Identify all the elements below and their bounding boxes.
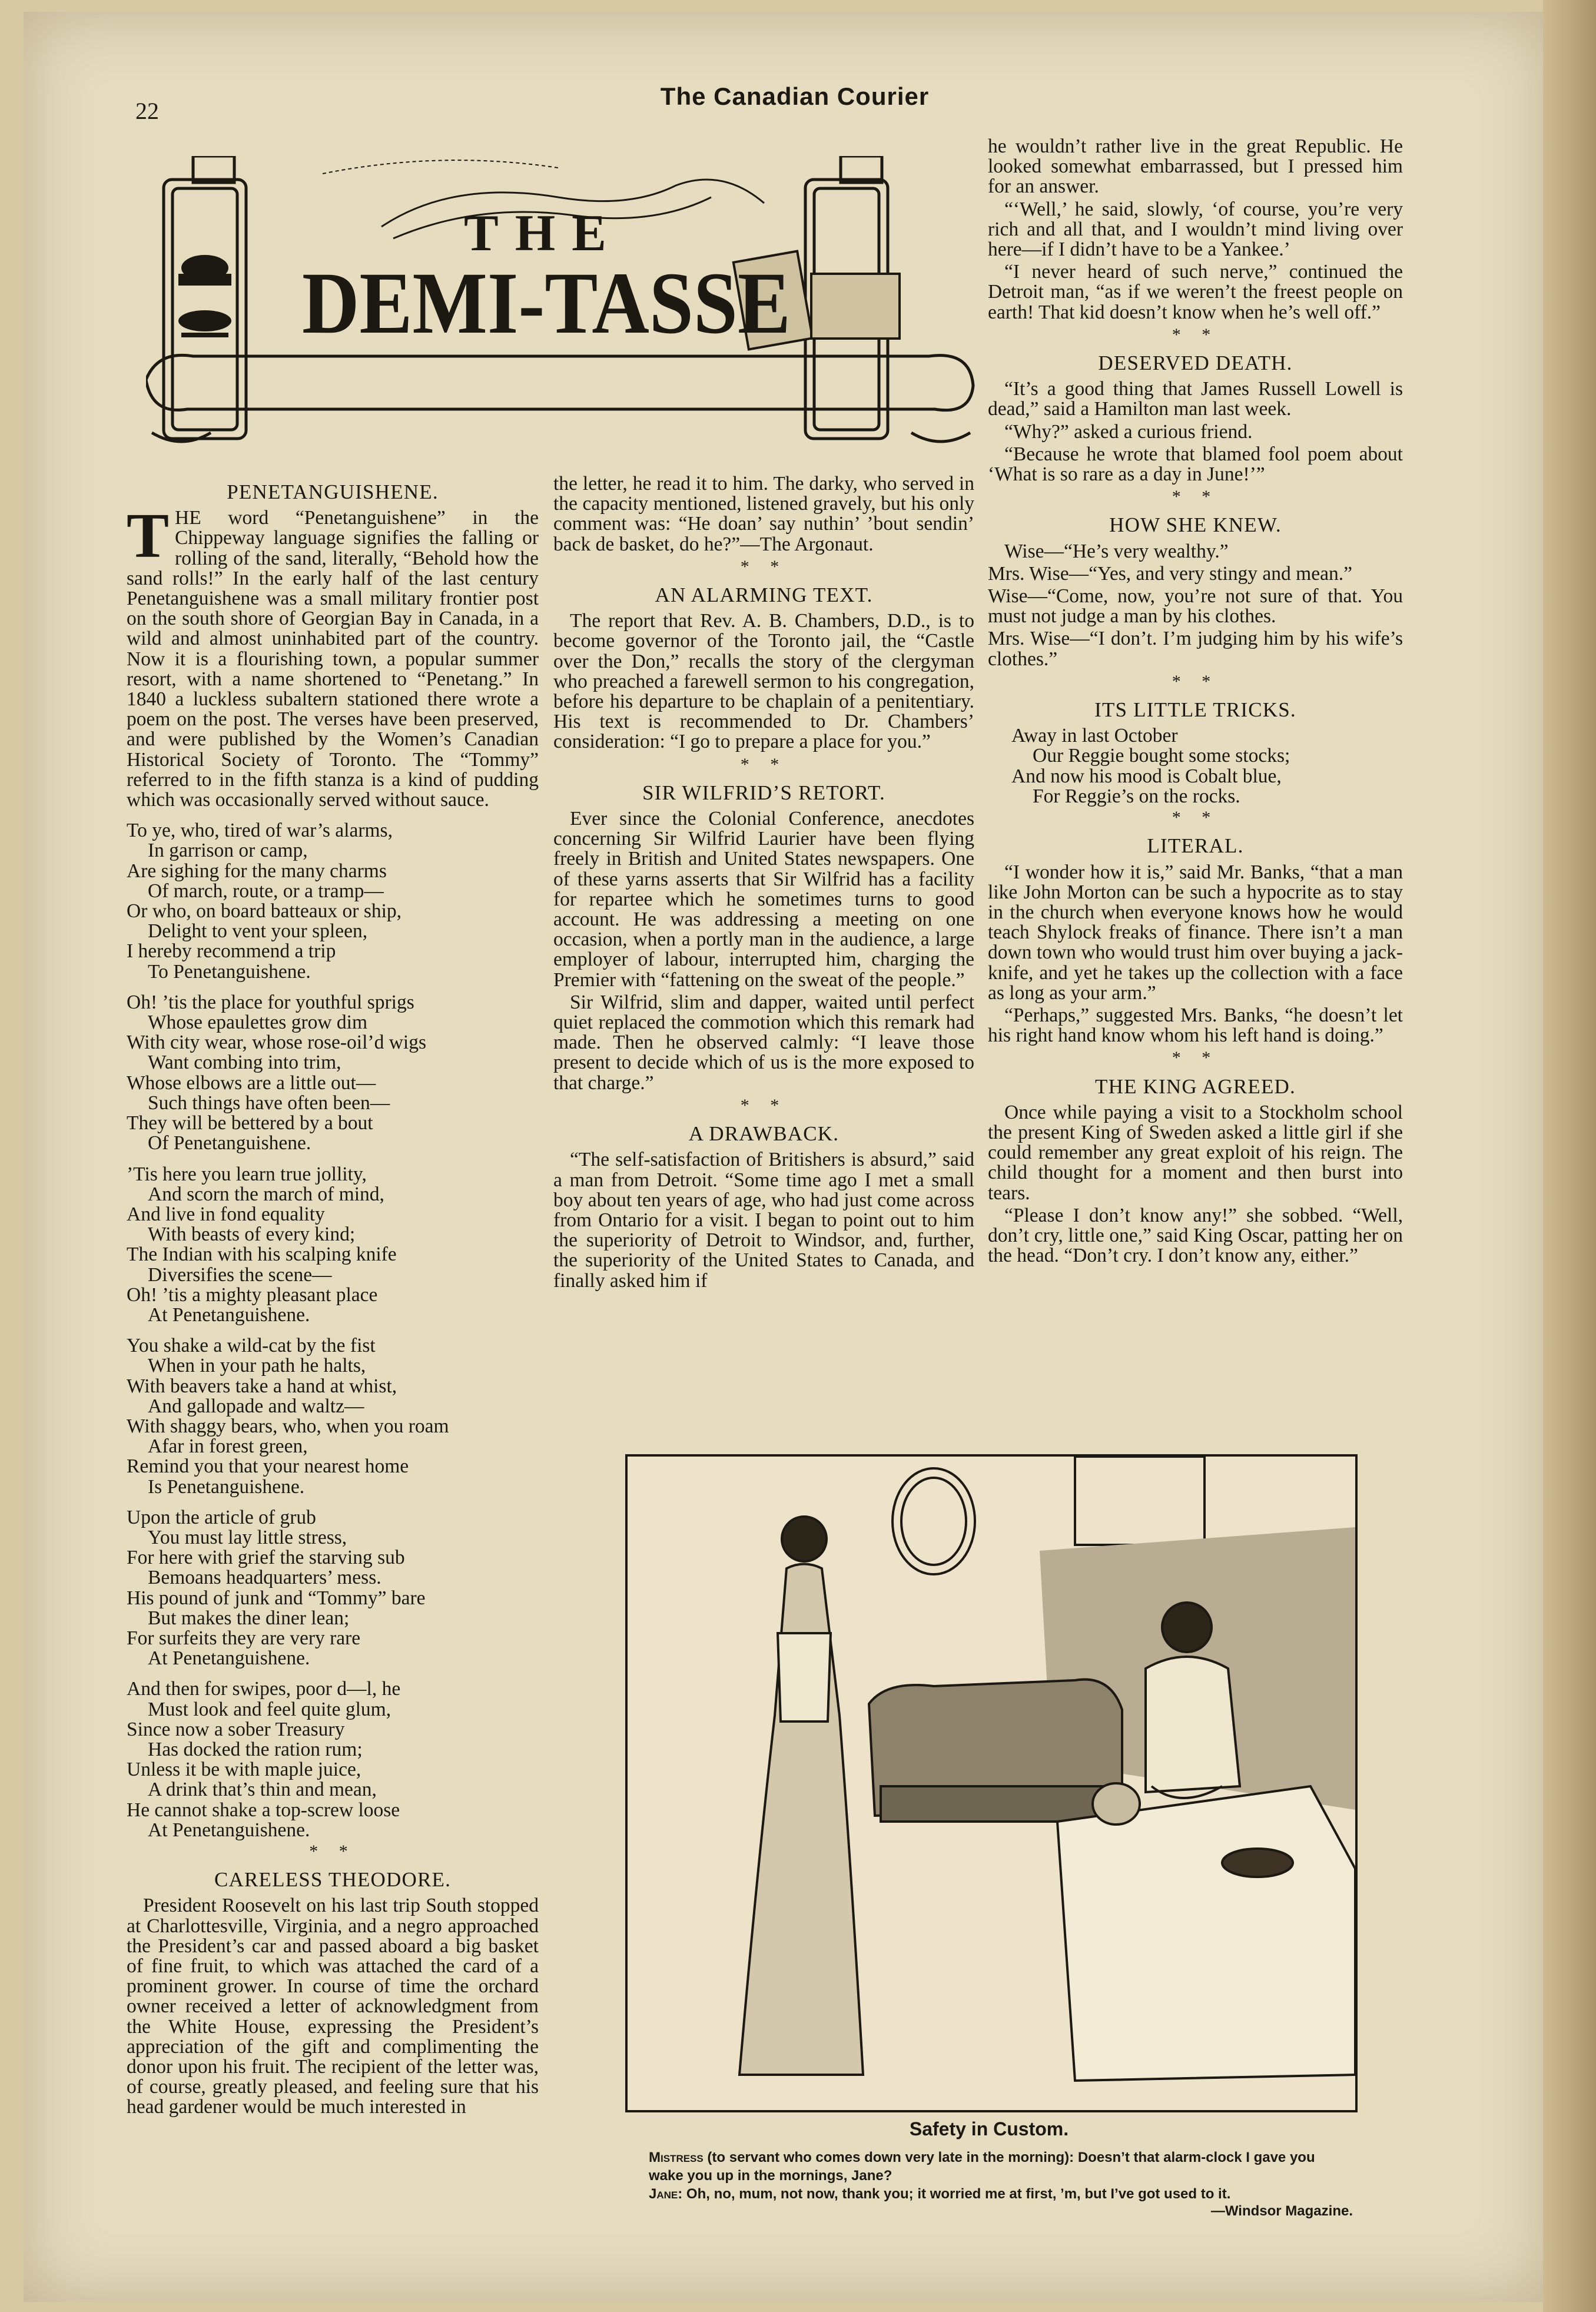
poem-line: With beavers take a hand at whist, — [127, 1375, 397, 1397]
page-number: 22 — [135, 98, 159, 124]
poem-line: The Indian with his scalping knife — [127, 1243, 397, 1266]
section-divider: * * — [1172, 671, 1219, 691]
poem-stanza — [127, 821, 539, 982]
caption-mistress: Mistress (to servant who comes down very late in the morning): Doesn’t that alarm-clock I gave you wake you up in the mornings, Jane? — [649, 2150, 1315, 2184]
king-paragraph-1: Once while paying a visit to a Stockholm school the present King of Sweden asked a little girl if she could remember any great exploit of his reign. The child thought for a moment and then burst into tears. — [988, 1101, 1403, 1204]
poem-line: Diversifies the scene— — [148, 1263, 332, 1286]
king-paragraph-2: “Please I don’t know any!” she sobbed. “Well, don’t cry, little one,” said King Oscar, patting her on the head. “Don’t cry. I don’t know any, either.” — [988, 1204, 1403, 1267]
poem-line: Bemoans headquarters’ mess. — [148, 1567, 381, 1589]
poem-line: And gallopade and waltz— — [148, 1395, 364, 1417]
poem-line: Want combing into trim, — [148, 1051, 341, 1074]
poem-line: Since now a sober Treasury — [127, 1718, 345, 1740]
running-head: The Canadian Courier — [660, 82, 930, 110]
caption-source: —Windsor Magazine. — [1210, 2203, 1353, 2219]
heading-alarming-text: AN ALARMING TEXT. — [655, 583, 873, 607]
poem-line: Oh! ’tis the place for youthful sprigs — [127, 991, 414, 1013]
masthead-the: THE — [464, 205, 623, 262]
section-divider: * * — [740, 556, 788, 576]
poem-line: Must look and feel quite glum, — [148, 1698, 391, 1720]
poem-line: You shake a wild-cat by the fist — [127, 1335, 376, 1357]
poem-stanza — [127, 1336, 539, 1497]
death-paragraph-3: “Because he wrote that blamed fool poem about ‘What is so rare as a day in June!’” — [988, 443, 1403, 486]
demi-tasse-masthead — [146, 156, 976, 462]
literal-paragraph-1: “I wonder how it is,” said Mr. Banks, “that a man like John Morton can be such a hypocrite as to stay in the church when everyone knows how he would teach Shylock freaks of finance. There isn’t a man down town who would trust him over buying a jack-knife, and yet he takes up the collection with a face as long as your arm.” — [988, 861, 1403, 1004]
poem-line: Upon the article of grub — [127, 1506, 316, 1528]
illustration-caption — [625, 2118, 1353, 2220]
poem-stanza — [127, 1679, 539, 1840]
death-paragraph-2: “Why?” asked a curious friend. — [1004, 420, 1253, 443]
literal-paragraph-2: “Perhaps,” suggested Mrs. Banks, “he doesn’t let his right hand know whom his left hand is doing.” — [988, 1004, 1403, 1047]
verse-line: And now his mood is Cobalt blue, — [1011, 765, 1282, 787]
poem-line: When in your path he halts, — [148, 1355, 366, 1377]
poem-line: They will be bettered by a bout — [127, 1112, 373, 1135]
drop-cap: T — [127, 501, 170, 572]
poem-line: Remind you that your nearest home — [127, 1455, 409, 1478]
drawback-continued: he wouldn’t rather live in the great Republic. He looked somewhat embarrassed, but I pressed him for an answer. — [988, 135, 1403, 198]
drawback-paragraph-3: “I never heard of such nerve,” continued the Detroit man, “as if we weren’t the freest people on earth! That kid doesn’t know when he’s well off.” — [988, 261, 1403, 323]
poem-line: ’Tis here you learn true jollity, — [127, 1163, 367, 1185]
heading-little-tricks: ITS LITTLE TRICKS. — [1094, 698, 1296, 722]
poem-line: With beasts of every kind; — [148, 1223, 356, 1246]
poem-line: At Penetanguishene. — [148, 1819, 310, 1841]
poem-stanza — [127, 1508, 539, 1669]
penetanguishene-intro: THE word “Penetanguishene” in the Chippeway language signifies the falling or rolling of the sand, literally, “Behold how the sand rolls!” In the early half of the last century Penetanguishene was a small military frontier post on the south shore of Georgian Bay in Canada, in a wild and almost uninhabited part of the country. Now it is a flourishing town, a popular summer resort, with a name shortened to “Penetang.” In 1840 a luckless subaltern stationed there wrote a poem on the post. The verses have been preserved, and were published by the Women’s Canadian Historical Society of Toronto. The “Tommy” referred to in the fifth stanza is a kind of pudding which was occasionally served without sauce. — [127, 501, 539, 811]
column-2 — [553, 474, 974, 1293]
verse-line: For Reggie’s on the rocks. — [1033, 785, 1240, 807]
poem-line: With city wear, whose rose-oil’d wigs — [127, 1031, 426, 1054]
poem-line: His pound of junk and “Tommy” bare — [127, 1587, 426, 1609]
section-divider: * * — [740, 754, 788, 774]
page-edge — [1543, 0, 1596, 2312]
poem-line: Or who, on board batteaux or ship, — [127, 900, 402, 923]
poem-line: Delight to vent your spleen, — [148, 920, 368, 943]
section-divider: * * — [1172, 1048, 1219, 1068]
poem-line: Oh! ’tis a mighty pleasant place — [127, 1283, 378, 1306]
poem-line: Whose elbows are a little out— — [127, 1072, 376, 1094]
poem-line: Of march, route, or a tramp— — [148, 880, 384, 902]
poem-line: And scorn the march of mind, — [148, 1183, 384, 1205]
poem-stanza — [127, 1165, 539, 1326]
poem-line: With shaggy bears, who, when you roam — [127, 1415, 449, 1437]
heading-careless-theodore: CARELESS THEODORE. — [214, 1868, 452, 1892]
poem-line: To ye, who, tired of war’s alarms, — [127, 820, 393, 842]
caption-jane: Jane: Oh, no, mum, not now, thank you; it worried me at first, ’m, but I’ve got used to it. — [649, 2186, 1231, 2202]
heading-wilfrid-retort: SIR WILFRID’S RETORT. — [642, 781, 885, 804]
drawback-paragraph: “The self-satisfaction of Britishers is absurd,” said a man from Detroit. “Some time ago I met a small boy about ten years of age, who had just come across from Ontario for a visit. I began to point out to him the superiority of Detroit to Windsor, and, further, the superiority of the United States to Canada, and finally asked him if — [553, 1149, 974, 1292]
poem-line: At Penetanguishene. — [148, 1303, 310, 1326]
section-divider: * * — [1172, 324, 1219, 344]
poem-stanza — [127, 993, 539, 1154]
drawback-paragraph-2: “‘Well,’ he said, slowly, ‘of course, you’re very rich and all that, and I wouldn’t mind living over here—if I didn’t have to be a Yankee.’ — [988, 198, 1403, 261]
poem-line: Has docked the ration rum; — [148, 1738, 363, 1760]
poem-line: And live in fond equality — [127, 1203, 325, 1225]
poem-line: In garrison or camp, — [148, 840, 308, 862]
poem-line: At Penetanguishene. — [148, 1647, 310, 1670]
verse-line: Our Reggie bought some stocks; — [1033, 745, 1290, 767]
heading-deserved-death: DESERVED DEATH. — [1098, 351, 1293, 375]
poem-line: I hereby recommend a trip — [127, 940, 336, 963]
poem-line: Unless it be with maple juice, — [127, 1759, 361, 1781]
wilfrid-paragraph-1: Ever since the Colonial Conference, anecdotes concerning Sir Wilfrid Laurier have been flying freely in British and United States newspapers. One of these yarns asserts that Sir Wilfrid has a facility for repartee which he sometimes turns to good account. He was addressing a meeting on one occasion, when a portly man in the audience, a large employer of labour, interrupted him, charging the Premier with “fattening on the sweat of the people.” — [553, 808, 974, 991]
section-divider: * * — [309, 1842, 356, 1861]
section-divider: * * — [1172, 487, 1219, 507]
column-1 — [127, 474, 539, 2120]
alarming-text-body: The report that Rev. A. B. Chambers, D.D., is to become governor of the Toronto jail, the “Castle over the Don,” recalls the story of the clergyman who preached a farewell sermon to his congregation, before his departure to be chaplain of a penitentiary. His text is recommended to Dr. Chambers’ consideration: “I go to prepare a place for you.” — [553, 610, 974, 753]
section-divider: * * — [740, 1095, 788, 1115]
knew-line-3: Wise—“Come, now, you’re not sure of that. You must not judge a man by his clothes. — [988, 585, 1403, 628]
poem-line: To Penetanguishene. — [148, 960, 311, 983]
poem-line: Whose epaulettes grow dim — [148, 1011, 368, 1034]
knew-line-2: Mrs. Wise—“Yes, and very stingy and mean.” — [988, 562, 1352, 585]
caption-title: Safety in Custom. — [909, 2118, 1069, 2139]
poem-line: A drink that’s thin and mean, — [148, 1779, 377, 1801]
poem-line: Such things have often been— — [148, 1092, 390, 1114]
knew-line-4: Mrs. Wise—“I don’t. I’m judging him by his wife’s clothes.” — [988, 628, 1403, 670]
knew-line-1: Wise—“He’s very wealthy.” — [1004, 540, 1229, 562]
heading-penetanguishene: PENETANGUISHENE. — [227, 480, 439, 503]
heading-how-she-knew: HOW SHE KNEW. — [1109, 513, 1282, 537]
cartoon-illustration — [625, 1454, 1358, 2112]
masthead-title: DEMI-TASSE — [302, 254, 791, 352]
theodore-continued: the letter, he read it to him. The darky, who served in the capacity mentioned, listened gravely, but his only comment was: “He doan’ say nuthin’ ’bout sendin’ back de basket, do he?”—The Argonaut. — [553, 473, 974, 555]
poem-line: For here with grief the starving sub — [127, 1547, 405, 1569]
wilfrid-paragraph-2: Sir Wilfrid, slim and dapper, waited until perfect quiet replaced the commotion which this remark had made. Then he observed calmly: “I leave those present to decide which of us is the more exposed to that charge.” — [553, 991, 974, 1094]
poem-line: Are sighing for the many charms — [127, 860, 387, 882]
poem-line: He cannot shake a top-screw loose — [127, 1799, 400, 1821]
section-divider: * * — [1172, 808, 1219, 828]
poem-line: Is Penetanguishene. — [148, 1475, 305, 1498]
heading-king-agreed: THE KING AGREED. — [1095, 1074, 1296, 1098]
poem-penetanguishene — [127, 821, 539, 1840]
heading-literal: LITERAL. — [1147, 834, 1244, 858]
theodore-text: President Roosevelt on his last trip South stopped at Charlottesville, Virginia, and a negro approached the President’s car and passed aboard a big basket of fine fruit, to which was attached the card of a prominent grower. In course of time the orchard owner received a letter of acknowledgment from the White House, expressing the President’s appreciation of the gift and complimenting the donor upon his fruit. The recipient of the letter was, of course, greatly pleased, and feeling sure that his head gardener would be much interested in — [127, 1895, 539, 2118]
cartoon-drawing — [628, 1457, 1355, 2110]
heading-drawback: A DRAWBACK. — [688, 1122, 840, 1146]
death-paragraph-1: “It’s a good thing that James Russell Lowell is dead,” said a Hamilton man last week. — [988, 378, 1403, 420]
poem-line: Afar in forest green, — [148, 1435, 308, 1458]
poem-line: Of Penetanguishene. — [148, 1132, 311, 1155]
tricks-verse — [988, 726, 1403, 807]
poem-line: For surfeits they are very rare — [127, 1627, 361, 1649]
poem-line: But makes the diner lean; — [148, 1607, 350, 1629]
poem-line: And then for swipes, poor d—l, he — [127, 1678, 401, 1700]
poem-line: You must lay little stress, — [148, 1526, 347, 1548]
column-3 — [988, 137, 1403, 1268]
verse-line: Away in last October — [1011, 725, 1178, 747]
